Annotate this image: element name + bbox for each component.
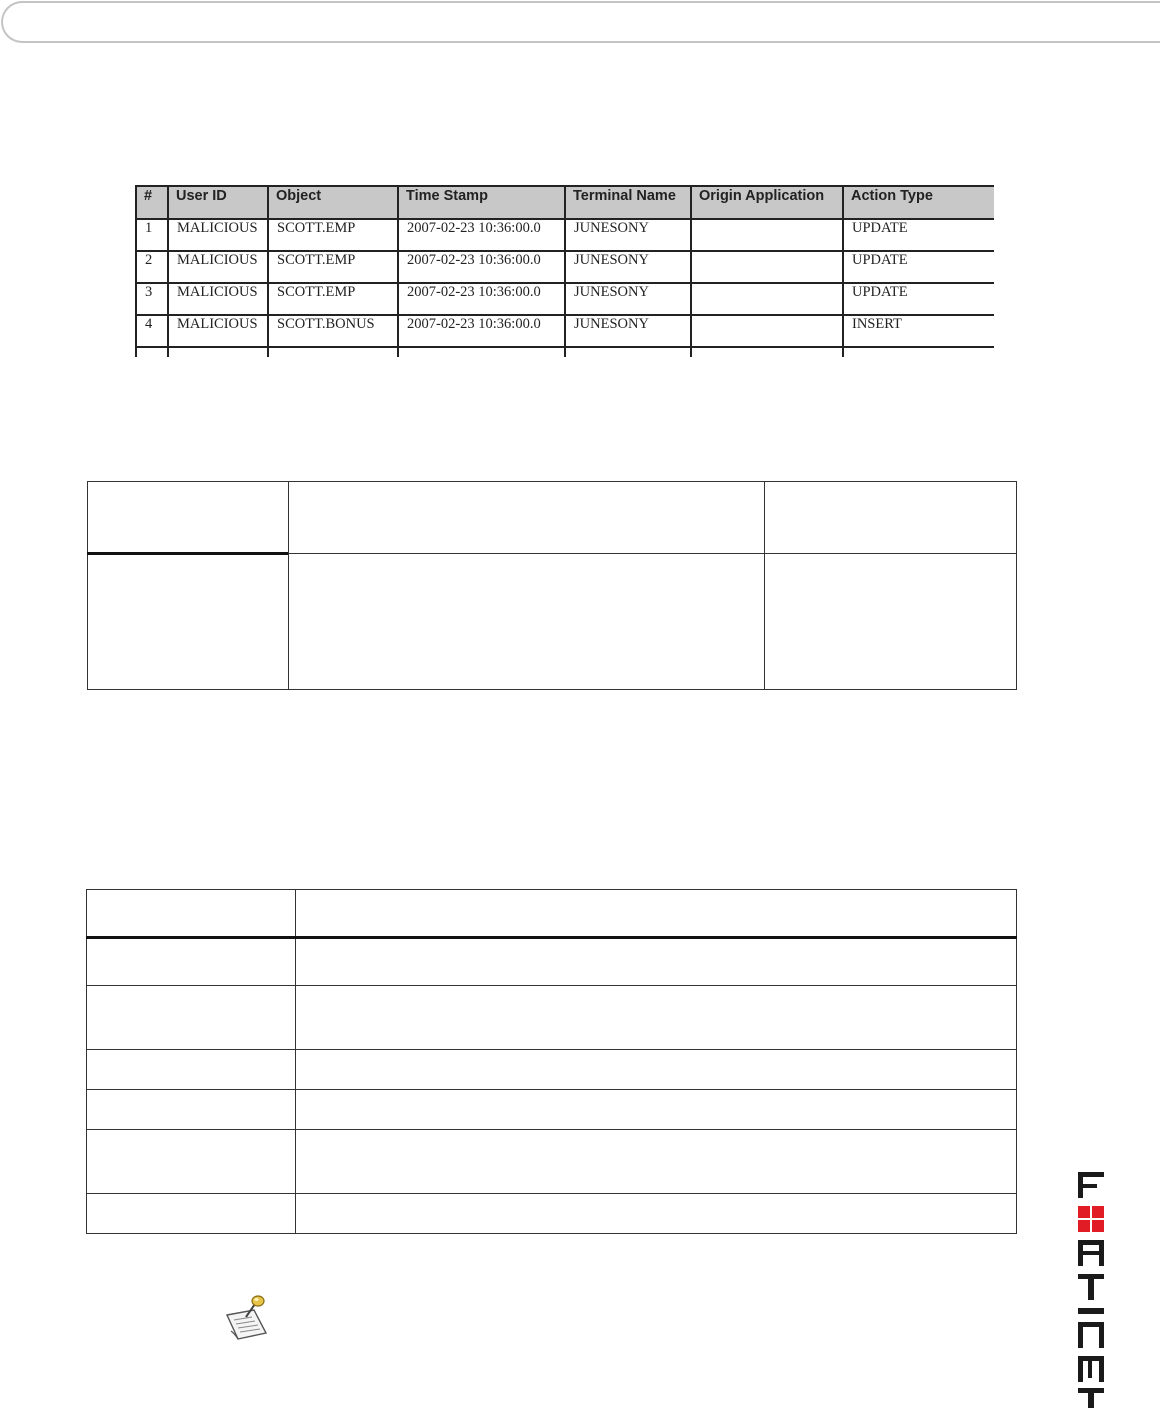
col-origin-application-header: Origin Application <box>691 186 843 219</box>
row-divider <box>86 1089 1017 1090</box>
cell-number: 3 <box>136 283 168 315</box>
cell-user-id: MALICIOUS <box>168 219 268 251</box>
cell-empty <box>565 347 691 357</box>
col-action-type-header: Action Type <box>843 186 994 219</box>
column-divider <box>764 481 765 690</box>
column-divider <box>295 889 296 1234</box>
audit-header-row <box>136 186 994 219</box>
cell-origin-application <box>691 219 843 251</box>
table-frame <box>86 889 1017 1234</box>
row-divider <box>86 985 1017 986</box>
table-row <box>136 283 994 315</box>
audit-log-table <box>135 185 994 357</box>
cell-action-type: UPDATE <box>843 283 994 315</box>
cell-object: SCOTT.EMP <box>268 219 398 251</box>
cell-terminal-name: JUNESONY <box>565 283 691 315</box>
fortinet-logo-icon <box>1076 1170 1106 1410</box>
table-row <box>136 315 994 347</box>
col-user-id-header: User ID <box>168 186 268 219</box>
cell-object: SCOTT.BONUS <box>268 315 398 347</box>
column-divider <box>288 481 289 690</box>
cell-terminal-name: JUNESONY <box>565 251 691 283</box>
cell-origin-application <box>691 315 843 347</box>
cell-empty <box>136 347 168 357</box>
col-object-header: Object <box>268 186 398 219</box>
cell-time-stamp: 2007-02-23 10:36:00.0 <box>398 283 565 315</box>
col-terminal-name-header: Terminal Name <box>565 186 691 219</box>
table-row <box>136 251 994 283</box>
cell-action-type: INSERT <box>843 315 994 347</box>
cell-origin-application <box>691 251 843 283</box>
cell-empty <box>691 347 843 357</box>
col-number-header: # <box>136 186 168 219</box>
cell-user-id: MALICIOUS <box>168 283 268 315</box>
col-time-stamp-header: Time Stamp <box>398 186 565 219</box>
parameter-table <box>87 481 1017 690</box>
cell-empty <box>398 347 565 357</box>
table-row <box>136 219 994 251</box>
note-pin-icon <box>222 1293 274 1343</box>
cell-time-stamp: 2007-02-23 10:36:00.0 <box>398 315 565 347</box>
cell-number: 1 <box>136 219 168 251</box>
cell-time-stamp: 2007-02-23 10:36:00.0 <box>398 219 565 251</box>
cell-origin-application <box>691 283 843 315</box>
cell-object: SCOTT.EMP <box>268 283 398 315</box>
row-divider <box>86 1129 1017 1130</box>
cell-action-type: UPDATE <box>843 219 994 251</box>
cell-object: SCOTT.EMP <box>268 251 398 283</box>
cell-number: 2 <box>136 251 168 283</box>
cell-user-id: MALICIOUS <box>168 251 268 283</box>
cell-terminal-name: JUNESONY <box>565 315 691 347</box>
cell-empty <box>843 347 994 357</box>
audit-log-figure <box>135 185 994 357</box>
cell-terminal-name: JUNESONY <box>565 219 691 251</box>
table-frame <box>87 481 1017 690</box>
header-rule <box>86 936 1017 939</box>
row-divider <box>86 1193 1017 1194</box>
cell-empty <box>268 347 398 357</box>
cell-user-id: MALICIOUS <box>168 315 268 347</box>
header-bar <box>1 1 1160 43</box>
header-divider <box>288 553 1017 554</box>
header-rule <box>87 552 288 555</box>
cell-empty <box>168 347 268 357</box>
table-row-partial <box>136 347 994 357</box>
cell-time-stamp: 2007-02-23 10:36:00.0 <box>398 251 565 283</box>
field-description-table <box>86 889 1017 1234</box>
cell-action-type: UPDATE <box>843 251 994 283</box>
cell-number: 4 <box>136 315 168 347</box>
row-divider <box>86 1049 1017 1050</box>
